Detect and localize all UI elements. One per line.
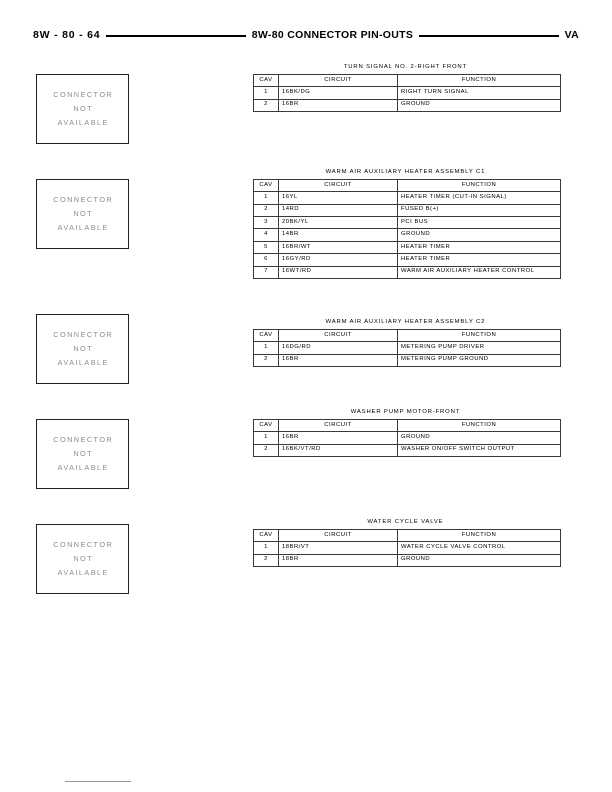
- cell-circuit: 16WT/RD: [279, 266, 398, 278]
- column-header-cav: CAV: [254, 329, 279, 341]
- table-row: [254, 87, 561, 99]
- connector-placeholder-line-2: NOT: [73, 553, 94, 563]
- cell-cav: 2: [254, 554, 279, 566]
- cell-function: HEATER TIMER: [398, 241, 561, 253]
- cell-circuit: 18BR/VT: [279, 542, 398, 554]
- connector-placeholder-4: [36, 419, 129, 489]
- table-row: [254, 229, 561, 241]
- cell-circuit: 16BR: [279, 354, 398, 366]
- cell-circuit: 16DG/RD: [279, 342, 398, 354]
- column-header-cav: CAV: [254, 74, 279, 86]
- pinout-table-block-4: [253, 410, 557, 457]
- cell-cav: 4: [254, 229, 279, 241]
- cell-cav: 2: [254, 204, 279, 216]
- connector-placeholder-1: [36, 74, 129, 144]
- connector-placeholder-line-1: CONNECTOR: [53, 194, 114, 204]
- cell-circuit: 14BR: [279, 229, 398, 241]
- cell-cav: 1: [254, 432, 279, 444]
- cell-function: WASHER ON/OFF SWITCH OUTPUT: [398, 444, 561, 456]
- table-row: [254, 99, 561, 111]
- cell-circuit: 20BK/YL: [279, 217, 398, 229]
- cell-circuit: 16BR/WT: [279, 241, 398, 253]
- connector-placeholder-2: [36, 179, 129, 249]
- pinout-table: [253, 74, 561, 112]
- connector-placeholder-line-1: CONNECTOR: [53, 539, 114, 549]
- table-row: [254, 217, 561, 229]
- cell-cav: 1: [254, 192, 279, 204]
- cell-circuit: 16BR: [279, 99, 398, 111]
- connector-placeholder-line-3: AVAILABLE: [57, 568, 109, 578]
- cell-circuit: 16BR: [279, 432, 398, 444]
- cell-function: METERING PUMP GROUND: [398, 354, 561, 366]
- column-header-function: FUNCTION: [398, 419, 561, 431]
- footer-rule: [65, 781, 131, 782]
- cell-function: GROUND: [398, 99, 561, 111]
- connector-placeholder-line-3: AVAILABLE: [57, 223, 109, 233]
- pinout-table-block-3: [253, 320, 557, 367]
- cell-cav: 2: [254, 444, 279, 456]
- cell-circuit: 16YL: [279, 192, 398, 204]
- cell-function: HEATER TIMER (CUT-IN SIGNAL): [398, 192, 561, 204]
- column-header-cav: CAV: [254, 529, 279, 541]
- header-model-code: VA: [564, 28, 580, 41]
- column-header-circuit: CIRCUIT: [279, 529, 398, 541]
- column-header-function: FUNCTION: [398, 74, 561, 86]
- cell-function: METERING PUMP DRIVER: [398, 342, 561, 354]
- page-title: 8W-80 CONNECTOR PIN-OUTS: [251, 28, 414, 41]
- table-row: [254, 192, 561, 204]
- cell-circuit: 16BK/VT/RD: [279, 444, 398, 456]
- column-header-function: FUNCTION: [398, 329, 561, 341]
- connector-placeholder-line-2: NOT: [73, 448, 94, 458]
- cell-function: GROUND: [398, 554, 561, 566]
- table-row: [254, 542, 561, 554]
- table-header-row: [254, 529, 561, 541]
- table-header-row: [254, 74, 561, 86]
- cell-cav: 1: [254, 542, 279, 554]
- cell-cav: 7: [254, 266, 279, 278]
- table-row: [254, 204, 561, 216]
- pinout-table: [253, 529, 561, 567]
- connector-placeholder-line-3: AVAILABLE: [57, 463, 109, 473]
- pinout-table: [253, 179, 561, 279]
- table-header-row: [254, 179, 561, 191]
- column-header-circuit: CIRCUIT: [279, 419, 398, 431]
- header-section-number: 8W - 80 - 64: [33, 28, 101, 41]
- table-row: [254, 266, 561, 278]
- cell-function: PCI BUS: [398, 217, 561, 229]
- connector-placeholder-line-1: CONNECTOR: [53, 329, 114, 339]
- table-row: [254, 241, 561, 253]
- header-rule-right: [419, 35, 558, 37]
- connector-placeholder-line-2: NOT: [73, 208, 94, 218]
- cell-cav: 3: [254, 217, 279, 229]
- connector-placeholder-line-3: AVAILABLE: [57, 358, 109, 368]
- table-row: [254, 432, 561, 444]
- pinout-table-block-5: [253, 520, 557, 567]
- cell-function: WATER CYCLE VALVE CONTROL: [398, 542, 561, 554]
- cell-function: RIGHT TURN SIGNAL: [398, 87, 561, 99]
- header-rule-left: [106, 35, 245, 37]
- cell-function: FUSED B(+): [398, 204, 561, 216]
- column-header-circuit: CIRCUIT: [279, 74, 398, 86]
- pinout-table-title: WARM AIR AUXILIARY HEATER ASSEMBLY C2: [325, 319, 486, 325]
- pinout-table-title: WASHER PUMP MOTOR-FRONT: [350, 409, 461, 415]
- table-row: [254, 342, 561, 354]
- table-header-row: [254, 329, 561, 341]
- connector-placeholder-line-1: CONNECTOR: [53, 434, 114, 444]
- connector-placeholder-line-3: AVAILABLE: [57, 118, 109, 128]
- connector-placeholder-5: [36, 524, 129, 594]
- column-header-cav: CAV: [254, 419, 279, 431]
- cell-circuit: 18BR: [279, 554, 398, 566]
- cell-circuit: 16BK/DG: [279, 87, 398, 99]
- column-header-circuit: CIRCUIT: [279, 329, 398, 341]
- pinout-table-block-2: [253, 170, 557, 279]
- cell-cav: 6: [254, 254, 279, 266]
- pinout-table-title: WARM AIR AUXILIARY HEATER ASSEMBLY C1: [325, 169, 486, 175]
- cell-cav: 1: [254, 342, 279, 354]
- cell-circuit: 16GY/RD: [279, 254, 398, 266]
- cell-function: HEATER TIMER: [398, 254, 561, 266]
- column-header-function: FUNCTION: [398, 529, 561, 541]
- table-row: [254, 444, 561, 456]
- cell-cav: 1: [254, 87, 279, 99]
- connector-placeholder-3: [36, 314, 129, 384]
- pinout-table-block-1: [253, 65, 557, 112]
- connector-placeholder-line-2: NOT: [73, 103, 94, 113]
- page-header: [33, 26, 579, 44]
- connector-placeholder-line-1: CONNECTOR: [53, 89, 114, 99]
- column-header-function: FUNCTION: [398, 179, 561, 191]
- table-row: [254, 354, 561, 366]
- pinout-table: [253, 329, 561, 367]
- cell-function: GROUND: [398, 229, 561, 241]
- pinout-table-title: WATER CYCLE VALVE: [367, 519, 444, 525]
- cell-function: GROUND: [398, 432, 561, 444]
- column-header-circuit: CIRCUIT: [279, 179, 398, 191]
- cell-circuit: 14RD: [279, 204, 398, 216]
- column-header-cav: CAV: [254, 179, 279, 191]
- cell-function: WARM AIR AUXILIARY HEATER CONTROL: [398, 266, 561, 278]
- pinout-table: [253, 419, 561, 457]
- cell-cav: 2: [254, 354, 279, 366]
- connector-placeholder-line-2: NOT: [73, 343, 94, 353]
- cell-cav: 2: [254, 99, 279, 111]
- table-header-row: [254, 419, 561, 431]
- table-row: [254, 254, 561, 266]
- pinout-table-title: TURN SIGNAL NO. 2-RIGHT FRONT: [343, 64, 467, 70]
- cell-cav: 5: [254, 241, 279, 253]
- table-row: [254, 554, 561, 566]
